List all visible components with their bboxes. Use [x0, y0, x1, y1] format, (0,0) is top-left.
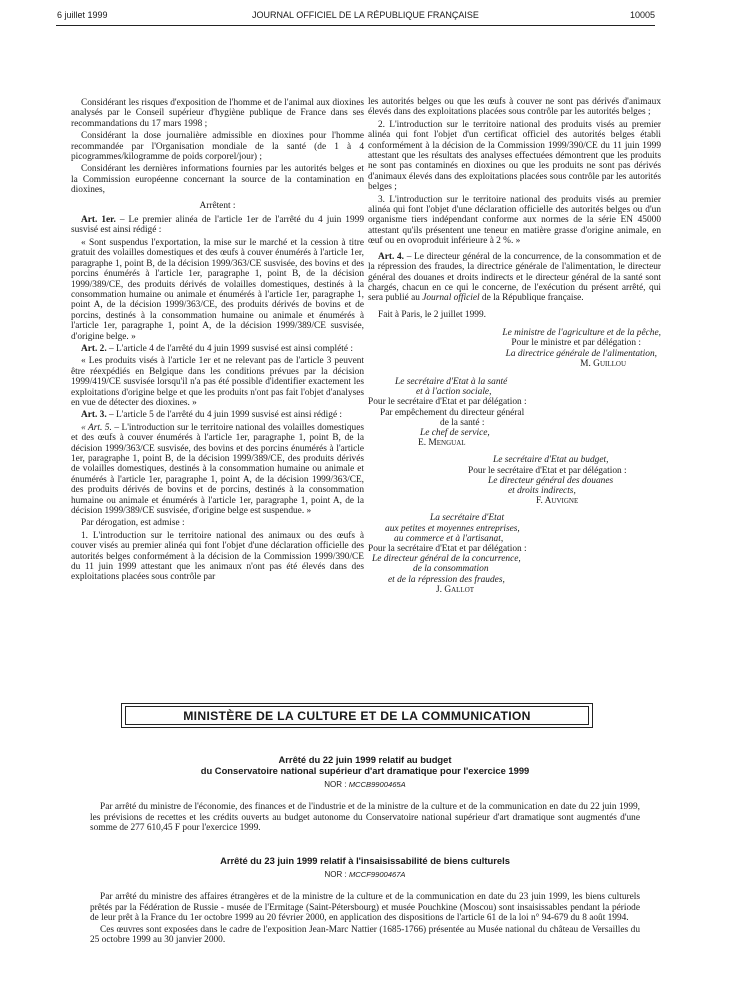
signature-block-sante: Le secrétaire d'Etat à la santé et à l'action sociale, Pour le secrétaire d'Etat et par délégation : Par empêchement du directeur général de la santé : Le chef de service, E. Mengual: [368, 376, 527, 449]
paragraph: 2. L'introduction sur le territoire national des produits visés au premier alinéa qui font l'objet d'un certificat officiel des autorités belges établi conformément à la décision de la Commission 1999/390/CE du 11 juin 1999 attestant que les résultats des analyses effectuées démontrent que les produits ne sont pas contaminés en dioxines ou que les produits ne sont pas dérivés d'animaux élevés dans des exploitations placées sous contrôle par les autorités belges ;: [368, 119, 661, 193]
page-number: 10005: [629, 10, 655, 20]
ministry-banner: [121, 703, 593, 728]
left-column: [71, 98, 364, 585]
article-1: Art. 1er. – Le premier alinéa de l'article 1er de l'arrêté du 4 juin 1999 susvisé est ainsi rédigé :: [71, 215, 364, 236]
paragraph: Considérant les risques d'exposition de l'homme et de l'animal aux dioxines analysés par le Conseil supérieur d'hygiène publique de France dans ses recommandations du 17 mars 1998 ;: [71, 98, 364, 129]
arrete-body: Par arrêté du ministre des affaires étrangères et de la ministre de la culture et de la communication en date du 23 juin 1999, les biens culturels prêtés par la Fédération de Russie - musée de l'Ermitage (Saint-Pétersbourg) et musée Pouchkine (Moscou) sont insaisissables pendant la période de leur prêt à la France du 1er octobre 1999 au 20 février 2000, en application des dispositions de l'article 61 de la loi n° 94-679 du 8 août 1994.: [90, 892, 640, 924]
paragraph: Par dérogation, est admise :: [81, 518, 185, 529]
article-4: Art. 4. – Le directeur général de la concurrence, de la consommation et de la répression des fraudes, la directrice générale de l'alimentation, le directeur général des douanes et droits indirects et le directeur général de la santé sont chargés, chacun en ce qui le concerne, de l'exécution du présent arrêté, qui sera publié au Journal officiel de la République française.: [368, 251, 661, 304]
article-label: Art. 4.: [378, 251, 405, 262]
arrete-body: Ces œuvres sont exposées dans le cadre de l'exposition Jean-Marc Nattier (1685-1766) présentée au Musée national du château de Versailles du 25 octobre 1999 au 30 janvier 2000.: [90, 924, 640, 946]
article-label: Art. 2.: [81, 343, 107, 354]
paragraph: 3. L'introduction sur le territoire national des produits visés au premier alinéa qui font l'objet d'une déclaration officielle des autorités belges ou d'un organisme tiers indépendant conforme aux normes de la série EN 45000 attestant qu'ils présentent une teneur en matière grasse d'origine animale, en œuf ou en ovoproduit inférieure à 2 %. »: [368, 194, 661, 247]
article-2: Art. 2. – L'article 4 de l'arrêté du 4 juin 1999 susvisé est ainsi complété :: [81, 343, 353, 354]
arrete-title: du Conservatoire national supérieur d'art dramatique pour l'exercice 1999: [200, 765, 530, 776]
quote: « Les produits visés à l'article 1er et ne relevant pas de l'article 3 peuvent être réexpédiés en Belgique dans les conditions prévues par la décision 1999/419/CE susvisée lorsqu'il n'a pas été possible d'identifier exactement les exploitations d'origine belge et que les produits n'ont pas fait l'objet d'analyses en vue de détecter des dioxines. »: [71, 356, 364, 408]
arretent-heading: Arrêtent :: [199, 200, 236, 211]
article-label: Art. 3.: [81, 410, 107, 421]
arrete-title: Arrêté du 23 juin 1999 relatif à l'insaisissabilité de biens culturels: [220, 855, 510, 866]
article-label: Art. 1er.: [81, 215, 116, 226]
paragraph: 1. L'introduction sur le territoire national des animaux ou des œufs à couver visés au premier alinéa qui font l'objet d'une déclaration officielle des autorités belges conformément à la décision de la Commission 1999/390/CE du 11 juin 1999 attestant que les animaux n'ont pas été élevés dans des exploitations placées sous contrôle par: [71, 530, 364, 583]
issue-date: 6 juillet 1999: [57, 10, 108, 20]
header-rule: [56, 25, 655, 26]
nor-reference: NOR : MCCF9900467A: [324, 870, 406, 879]
arrete-insaisissabilite: [90, 855, 640, 946]
arrete-title: Arrêté du 22 juin 1999 relatif au budget: [278, 754, 452, 765]
quote: « Sont suspendus l'exportation, la mise sur le marché et la cession à titre gratuit des volailles domestiques et des œufs à couver énumérés à l'article 1er, paragraphe 1, point B, de la décision 1999/363/CE susvisée, des bovins et des porcins énumérés à l'article 1er, paragraphe 1, point B, de la décision 1999/389/CE, des produits dérivés de volailles domestiques, destinés à la consommation humaine ou animale et énumérés à l'article 1er, paragraphe 1, point A, de la décision 1999/363/CE, des produits dérivés de bovins et de porcins, destinés à la consommation humaine ou animale et énumérés à l'article 1er, paragraphe 1, point A, de la décision 1999/389/CE susvisée, d'origine belge. »: [71, 237, 364, 342]
article-3: Art. 3. – L'article 5 de l'arrêté du 4 juin 1999 susvisé est ainsi rédigé :: [81, 410, 343, 421]
signature-block-budget: Le secrétaire d'Etat au budget, Pour le secrétaire d'Etat et par délégation : Le directeur général des douanes et droits indirects, F. Auvigne: [468, 455, 627, 507]
paragraph: Considérant la dose journalière admissible en dioxines pour l'homme recommandée par l'Organisation mondiale de la santé (de 1 à 4 picogrammes/kilogramme de poids corporel/jour) ;: [71, 131, 364, 163]
ministry-banner-title: MINISTÈRE DE LA CULTURE ET DE LA COMMUNICATION: [125, 706, 589, 725]
signature-block-agriculture: Le ministre de l'agriculture et de la pêche, Pour le ministre et par délégation : La directrice générale de l'alimentation, M. Guillou: [502, 328, 661, 369]
nor-reference: NOR : MCCB9900465A: [324, 780, 406, 789]
signature-date: Fait à Paris, le 2 juillet 1999.: [378, 309, 486, 320]
paragraph: Considérant les dernières informations fournies par les autorités belges et la Commission européenne concernant la source de la contamination en dioxines,: [71, 164, 364, 196]
arrete-body: Par arrêté du ministre de l'économie, des finances et de l'industrie et de la ministre de la culture et de la communication en date du 22 juin 1999, les prévisions de recettes et les crédits ouverts au budget autonome du Conservatoire national supérieur d'art dramatique sont augmentés d'une somme de 277 610,45 F pour l'exercice 1999.: [90, 802, 640, 834]
signature-block-commerce: La secrétaire d'Etat aux petites et moyennes entreprises, au commerce et à l'artisanat, Pour la secrétaire d'Etat et par délégation : Le directeur général de la concurrence, de la consommation et de la répression des fraudes, J. Gallot: [368, 513, 527, 595]
right-column: [368, 97, 661, 595]
quote: « Art. 5. – L'introduction sur le territoire national des volailles domestiques et des œufs à couver énumérés à l'article 1er, paragraphe 1, point B, de la décision 1999/363/CE susvisée, des bovins et des porcins énumérés à l'article 1er, paragraphe 1, point B, de la décision 1999/389/CE, des produits dérivés de volailles domestiques, destinés à la consommation humaine ou animale et énumérés à l'article 1er, paragraphe 1, point A, de la décision 1999/363/CE, des produits dérivés de bovins et de porcins, destinés à la consommation humaine ou animale et énumérés à l'article 1er, paragraphe 1, point A, de la décision 1999/389/CE susvisée, d'origine belge est suspendue. »: [71, 422, 364, 517]
journal-title: JOURNAL OFFICIEL DE LA RÉPUBLIQUE FRANÇAISE: [252, 10, 479, 20]
page-header: [0, 0, 731, 30]
arrete-budget: [90, 754, 640, 835]
paragraph: les autorités belges ou que les œufs à couver ne sont pas dérivés d'animaux élevés dans des exploitations placées sous contrôle par les autorités belges ;: [368, 97, 661, 118]
